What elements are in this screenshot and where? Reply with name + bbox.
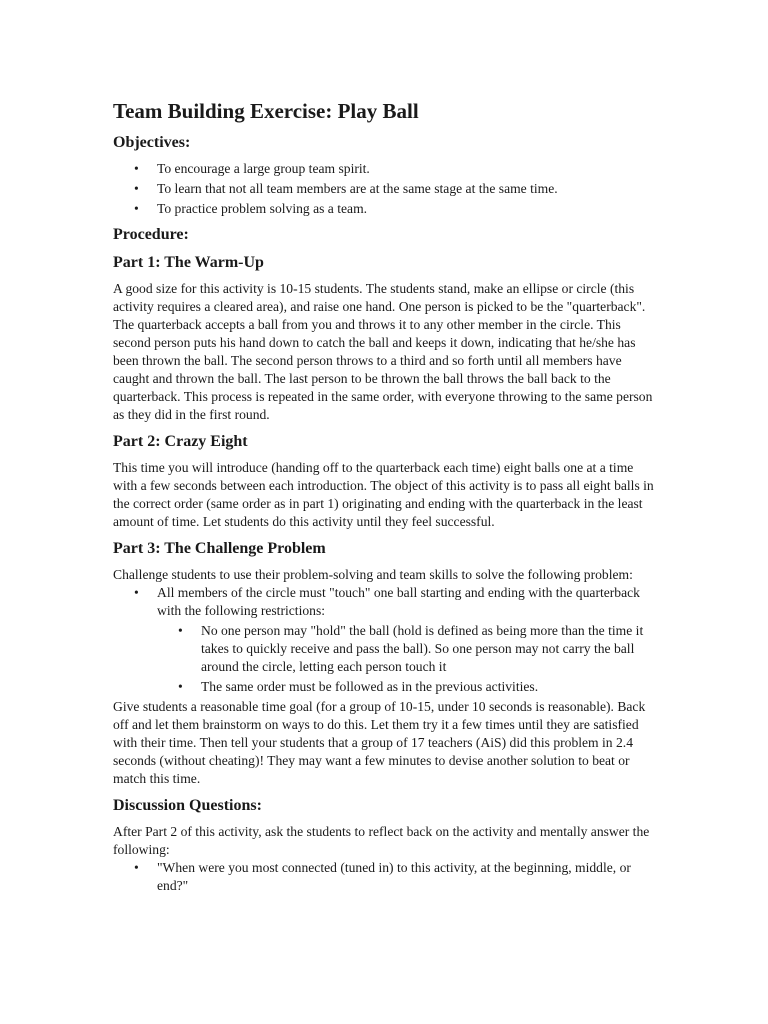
part3-intro: Challenge students to use their problem-solving and team skills to solve the following problem: — [113, 567, 633, 582]
objective-item — [113, 160, 658, 178]
part1-paragraph: A good size for this activity is 10-15 students. The students stand, make an ellipse or circle (this activity requires a cleared area), and raise one hand. One person is picked to be the "quarterback". The quarterback accepts a ball from you and throws it to any other member in the circle. This second person puts his hand down to catch the ball and keeps it down, indicating that he/she has been thrown the ball. The second person throws to a third and so forth until all members have caught and thrown the ball. The last person to be thrown the ball throws the ball back to the quarterback. This process is repeated in the same order, with everyone throwing to the same person as they did in the first round. — [113, 281, 653, 422]
procedure-heading: Procedure: — [113, 226, 189, 243]
bullet-icon: • — [134, 161, 139, 176]
part1-heading: Part 1: The Warm-Up — [113, 254, 264, 271]
restrictions-list — [157, 622, 658, 696]
part3-list — [113, 584, 658, 696]
bullet-icon: • — [134, 585, 139, 600]
bullet-icon: • — [178, 679, 183, 694]
discussion-list — [113, 859, 658, 895]
part3-item-text: All members of the circle must "touch" one ball starting and ending with the quarterback with the following restrictions: — [157, 585, 640, 618]
discussion-item-text: "When were you most connected (tuned in) to this activity, at the beginning, middle, or end?" — [157, 860, 631, 893]
objective-item — [113, 180, 658, 198]
part3-item — [113, 584, 658, 696]
restriction-item — [113, 678, 658, 696]
restriction-text: No one person may "hold" the ball (hold is defined as being more than the time it takes to quickly receive and pass the ball). So one person may not carry the ball around the circle, letting each person touch it — [201, 623, 644, 674]
restriction-item — [113, 622, 658, 676]
discussion-item — [113, 859, 658, 895]
bullet-icon: • — [178, 623, 183, 638]
document-page — [113, 96, 658, 901]
objectives-heading: Objectives: — [113, 134, 191, 151]
part3-heading: Part 3: The Challenge Problem — [113, 540, 326, 557]
objective-text: To encourage a large group team spirit. — [157, 161, 370, 176]
restriction-text: The same order must be followed as in the previous activities. — [201, 679, 539, 694]
objective-text: To learn that not all team members are at the same stage at the same time. — [157, 181, 558, 196]
document-title: Team Building Exercise: Play Ball — [113, 99, 419, 123]
bullet-icon: • — [134, 201, 139, 216]
objective-item — [113, 200, 658, 218]
bullet-icon: • — [134, 860, 139, 875]
discussion-heading: Discussion Questions: — [113, 797, 262, 814]
bullet-icon: • — [134, 181, 139, 196]
part2-paragraph: This time you will introduce (handing off to the quarterback each time) eight balls one at a time with a few seconds between each introduction. The object of this activity is to pass all eight balls in the correct order (same order as in part 1) originating and ending with the quarterback in the least amount of time. Let students do this activity until they feel successful. — [113, 460, 654, 529]
objectives-list — [113, 160, 658, 218]
objective-text: To practice problem solving as a team. — [157, 201, 368, 216]
part3-paragraph: Give students a reasonable time goal (for a group of 10-15, under 10 seconds is reasonable). Back off and let them brainstorm on ways to do this. Let them try it a few times until they are satisfied with their time. Then tell your students that a group of 17 teachers (AiS) did this problem in 2.4 seconds (without cheating)! They may want a few minutes to devise another solution to beat or match this time. — [113, 699, 646, 786]
part2-heading: Part 2: Crazy Eight — [113, 433, 248, 450]
discussion-paragraph: After Part 2 of this activity, ask the students to reflect back on the activity and mentally answer the following: — [113, 824, 650, 857]
